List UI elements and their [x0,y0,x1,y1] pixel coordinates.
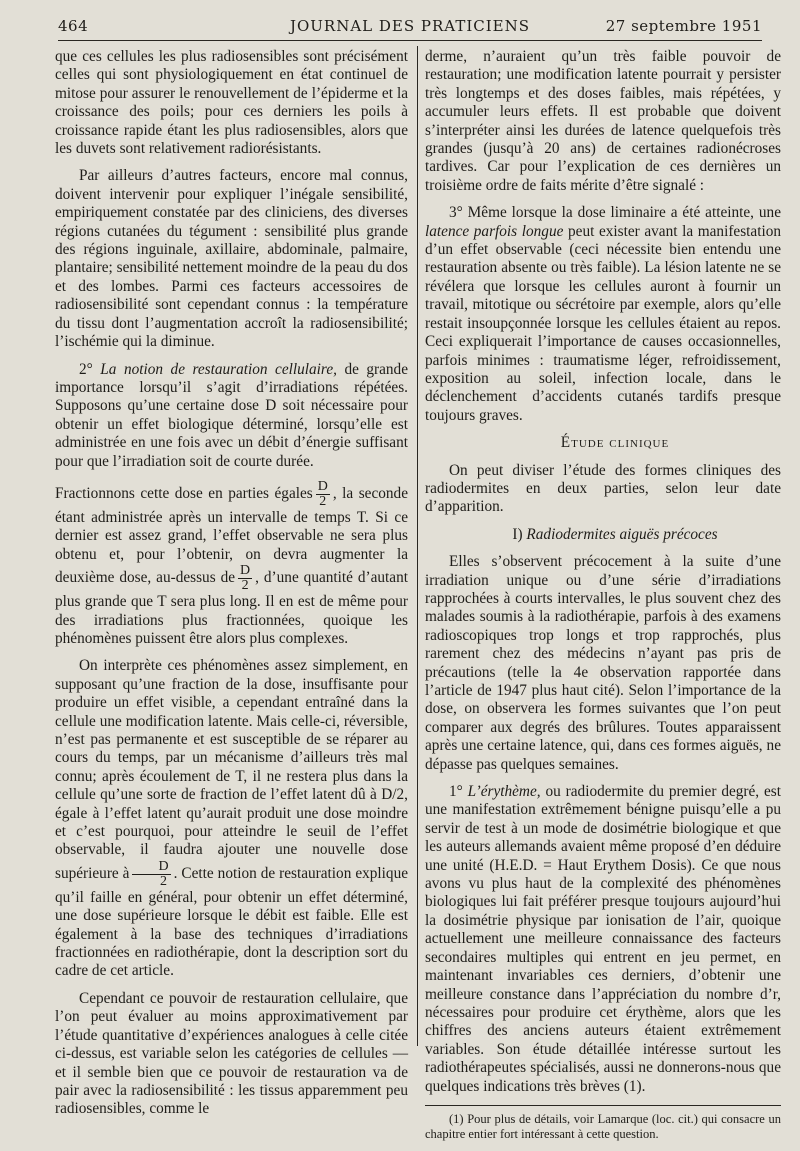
emphasis: latence parfois longue [425,222,564,240]
paragraph [55,657,408,981]
paragraph: Elles s’observent précocement à la suite d’une irradiation unique ou d’une série d’irradiations rapprochées à courts intervalles, le plus souvent chez des malades soumis à la radiothérapie, parfois à des examens radioscopiques trop longs et trop rapprochés, plus rarement chez des médecins n’ayant pas pris de précautions (telle la 4e observation rapportée dans l’article de 1947 plus haut cité). Selon l’importance de la dose, on observera les formes suivantes que l’on peut comparer aux degrés des brûlures. Toutes apparaissent après une certaine latence, qui, dans ces formes aiguës, ne dépasse pas quelques semaines. [425,553,781,773]
left-column [55,48,408,1128]
fraction-denominator: 2 [160,873,168,889]
fraction-numerator: D [317,478,328,494]
paragraph-text: ou radiodermite du premier degré, est une manifestation extrêmement bénigne puisqu’elle a pu servir de test à un mode de dosimétrie biologique et que les auteurs allemands avaient même proposé d’en déduire une unité (H.E.D. = Haut Erythem Dosis). Ce que nous avons vu plus haut de la complexité des phénomènes biologiques lui fait préférer presque toujours aujourd’hui la dosimétrie physique par ionisation de l’air, quoique actuellement une meilleure connaissance des facteurs secondaires multiples qui entrent en jeu permet, en maintenant invariables ces derniers, d’obtenir une meilleure constance dans l’appréciation du nombre d’r, nécessaires pour produire cet érythème, alors que les chiffres des anciens auteurs étaient extrêmement variables. Son étude détaillée intéresse surtout les radiothérapeutes spécialisés, aussi ne donnerons-nous que quelques indications très brèves (1). [425,783,781,1095]
issue-date: 27 septembre 1951 [605,17,762,35]
footnote-rule [425,1105,781,1106]
paragraph: On peut diviser l’étude des formes cliniques des radiodermites en deux parties, selon leur date d’apparition. [425,461,781,516]
paragraph-text: peut exister avant la manifestation d’un effet observable (ceci nécessite bien entendu une restauration absente ou très faible). La lésion latente ne se révélera que lorsque les cellules auront à fournir un travail, mitotique ou sécrétoire par exemple, alors qu’elle restait insoupçonnée lorsque les cellules étaient au repos. Ceci expliquerait l’importance de causes occasionnelles, parfois minimes : traumatisme léger, refroidissement, exposition au soleil, infection locale, dans le déclenchement d’accidents cutanés tardifs presque toujours graves. [425,222,781,424]
fraction [316,480,330,509]
paragraph: Cependant ce pouvoir de restauration cellulaire, que l’on peut évaluer au moins approximativement par l’étude quantitative d’expériences analogues à celle citée ci-dessus, est variable selon les catégories de cellules — et il semble bien que ce pouvoir de restauration va de pair avec la radiosensibilité : les tissus apparemment peu radiosensibles, comme le [55,989,408,1118]
right-column [425,48,781,1151]
paragraph: que ces cellules les plus radiosensibles sont précisément celles qui sont physiologiquement en état continuel de mitose pour assurer le renouvellement de l’épiderme et la croissance des poils; pour ces derniers les poils à croissance rapide étant les plus radiosensibles, alors que les duvets sont relativement radiorésistants. [55,48,408,158]
subsection-heading [425,526,781,544]
running-header [58,14,762,38]
paragraph [55,361,408,471]
column-divider [417,46,418,1046]
header-rule [58,40,762,41]
fraction-denominator: 2 [319,493,327,509]
subsection-number: I) [512,525,523,543]
item-title: La notion de restauration cellulaire, [100,360,337,378]
paragraph-text: , la seconde étant administrée après un intervalle de temps T. Si ce dernier est assez grand, l’effet observable ne sera plus obtenu et, pour l’obtenir, on devra augmenter la deuxième dose, au-dessus de [55,484,408,587]
footnote: (1) Pour plus de détails, voir Lamarque (loc. cit.) qui consacre un chapitre entier fort intéressant à cette question. [425,1111,781,1141]
paragraph-text: 3° Même lorsque la dose liminaire a été atteinte, une [449,204,781,222]
paragraph: Par ailleurs d’autres facteurs, encore mal connus, doivent intervenir pour expliquer l’inégale sensibilité, empiriquement constatée par des cliniciens, des diverses régions cutanées du tégument : sensibilité plus grande des régions inguinale, axillaire, abdominale, palmaire, plantaire; sensibilité nettement moindre de la peau du dos et des lombes. Parmi ces facteurs accessoires de radiosensibilité sont cependant connus : la température du tissu dont l’augmentation accroît la radiosensibilité; l’ischémie qui la diminue. [55,167,408,351]
section-heading: Étude clinique [560,434,670,452]
paragraph-text: de grande importance lorsqu’il s’agit d’irradiations répétées. Supposons qu’une certaine dose D soit nécessaire pour obtenir un effet biologique déterminé, lorsqu’elle est administrée en une fois avec un débit d’énergie suffisant pour que l’irradiation soit de courte durée. [55,360,408,470]
item-number: 2° [79,360,93,378]
paragraph: derme, n’auraient qu’un très faible pouvoir de restauration; une modification latente pourrait y persister très longtemps et des doses faibles, mais répétées, y accumuler leurs effets. Il est probable que doivent s’interpréter ainsi les durées de latence quelquefois très grandes (jusqu’à 20 ans) de certaines radionécroses tardives. Car pour l’explication de ces dernières un troisième ordre de faits mérite d’être signalé : [425,48,781,194]
fraction [238,564,252,593]
fraction-numerator: D [240,563,251,579]
item-title: L’érythème, [467,783,541,801]
paragraph [425,204,781,425]
journal-title: JOURNAL DES PRATICIENS [289,17,531,35]
fraction-denominator: 2 [241,578,249,594]
page-number: 464 [58,17,89,35]
paragraph [425,783,781,1096]
paragraph [55,480,408,648]
item-number: 1° [449,783,463,801]
paragraph-text: . Cette notion de restauration explique qu’il faille en général, pour obtenir un effet déterminé, une dose supérieure lorsque le débit est faible. Elle est également à la base des techniques d’irradiations fractionnées en radiothérapie, dont la description sort du cadre de cet article. [55,864,409,980]
fraction [132,860,170,889]
paragraph-text: Fractionnons cette dose en parties égales [55,484,313,502]
paragraph-text: , d’une quantité d’autant plus grande que T sera plus long. Il en est de même pour des irradiations plus fractionnées, quoique les phénomènes puissent être alors plus complexes. [55,569,408,647]
paragraph-text: On interprète ces phénomènes assez simplement, en supposant qu’une fraction de la dose, insuffisante pour produire un effet visible, a cependant entraîné dans la cellule une modification latente. Mais celle-ci, réversible, n’est pas permanente et est susceptible de se réparer au cours du temps, par un mécanisme d’ailleurs très mal connu; après écoulement de T, il ne restera plus dans la cellule qu’une sorte de fraction de l’effet latent dû à D/2, égale à l’effet latent qu’aurait produit une dose moindre et c’est pourquoi, pour atteindre le seuil de l’effet observable, il faudra ajouter une nouvelle dose supérieure à [55,657,408,882]
subsection-title: Radiodermites aiguës précoces [526,525,718,543]
fraction-numerator: D [132,860,170,875]
